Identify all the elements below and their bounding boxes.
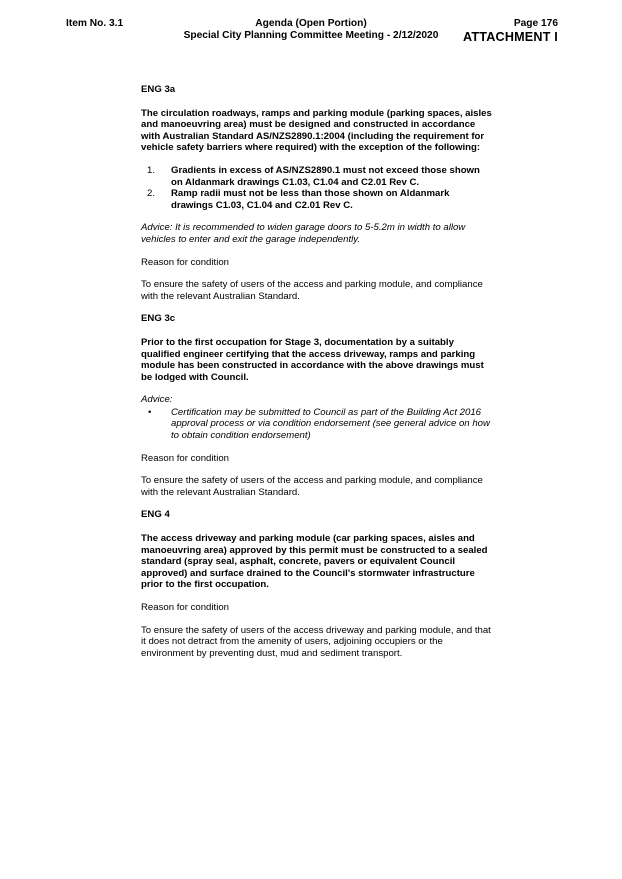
advice-text-eng3a: Advice: It is recommended to widen garage doors to 5-5.2m in width to allow vehicles to enter and exit the garage independently. [141, 222, 466, 245]
attachment-label: ATTACHMENT I [463, 30, 558, 44]
page-number: Page 176 [513, 18, 558, 29]
item-number: Item No. 3.1 [66, 18, 124, 29]
list-item [141, 188, 493, 211]
condition-text-eng3c: Prior to the first occupation for Stage 3, documentation by a suitably qualified engineer certifying that the access driveway, ramps and parking module has been constructed in accordance with the above drawings must be lodged with Council. [141, 336, 484, 383]
reason-text-eng3a: To ensure the safety of users of the access and parking module, and compliance with the relevant Australian Standard. [141, 279, 483, 302]
advice-label-eng3c: Advice: [141, 394, 173, 406]
reason-text-eng4: To ensure the safety of users of the access driveway and parking module, and that it does not detract from the amenity of users, adjoining occupiers or the environment by preventing dust, mud and sediment transport. [141, 624, 491, 659]
list-item-text: Certification may be submitted to Council as part of the Building Act 2016 approval process or via condition endorsement (see general advice on how to obtain condition endorsement) [171, 406, 490, 442]
reason-label-eng3a: Reason for condition [141, 256, 229, 268]
bullet-marker: • [148, 406, 152, 418]
list-item-text: Gradients in excess of AS/NZS2890.1 must not exceed those shown on Aldanmark drawings C1.03, C1.04 and C2.01 Rev C. [171, 164, 480, 188]
condition-text-eng4: The access driveway and parking module (car parking spaces, aisles and manoeuvring area) approved by this permit must be constructed to a sealed standard (spray seal, asphalt, concrete, pavers or equivalent Council approved) and surface drained to the Council's stormwater infrastructure prior to the first occupation. [141, 533, 488, 591]
list-item [141, 407, 493, 442]
section-heading-eng4: ENG 4 [141, 509, 170, 521]
exception-list [141, 165, 493, 211]
list-item [141, 165, 493, 188]
document-body [141, 84, 493, 670]
reason-label-eng4: Reason for condition [141, 602, 229, 613]
agenda-line-2: Special City Planning Committee Meeting - 2/12/2020 [183, 30, 439, 41]
page-info [463, 18, 558, 44]
reason-text-eng3c: To ensure the safety of users of the access and parking module, and compliance with the relevant Australian Standard. [141, 475, 483, 498]
section-heading-eng3c: ENG 3c [141, 313, 176, 325]
advice-list [141, 407, 493, 442]
section-heading-eng3a: ENG 3a [141, 84, 176, 95]
list-item-text: Ramp radii must not be less than those shown on Aldanmark drawings C1.03, C1.04 and C2.01 Rev C. [171, 188, 450, 211]
agenda-line-1: Agenda (Open Portion) [255, 18, 367, 29]
list-marker: 2. [147, 188, 156, 200]
condition-text-eng3a: The circulation roadways, ramps and parking module (parking spaces, aisles and manoeuvring area) must be designed and constructed in accordance with Australian Standard AS/NZS2890.1:2004 (including the requirement for vehicle safety barriers where required) with the exception of the following: [141, 107, 492, 154]
list-marker: 1. [147, 164, 156, 176]
reason-label-eng3c: Reason for condition [141, 452, 229, 464]
